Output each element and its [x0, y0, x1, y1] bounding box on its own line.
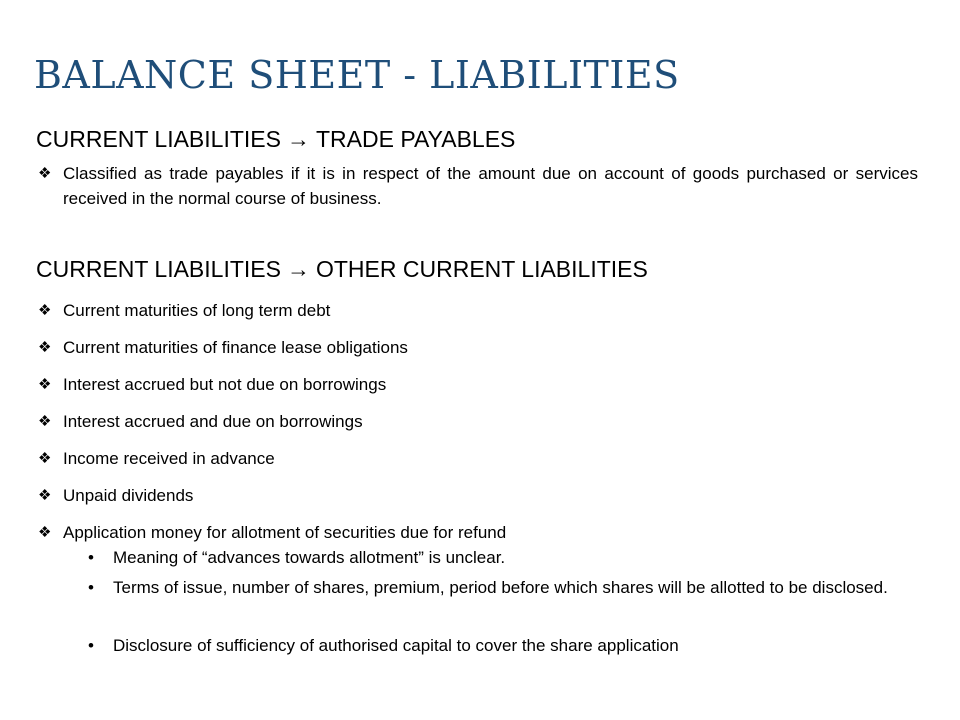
sub-bullet-text: Meaning of “advances towards allotment” is unclear. — [113, 548, 506, 567]
dot-bullet-icon: • — [88, 548, 94, 567]
sub-bullet-text: Disclosure of sufficiency of authorised capital to cover the share application — [113, 636, 679, 655]
sub-list-item — [88, 634, 910, 658]
diamond-bullet-icon: ❖ — [38, 165, 52, 182]
list-item — [38, 298, 918, 323]
list-item — [38, 446, 918, 471]
heading-left: CURRENT LIABILITIES — [36, 126, 281, 152]
right-arrow-icon: → — [286, 126, 310, 152]
bullet-text: Income received in advance — [63, 449, 275, 468]
sub-list-item — [88, 546, 910, 570]
bullet-text: Interest accrued and due on borrowings — [63, 412, 363, 431]
dot-bullet-icon: • — [88, 636, 94, 655]
list-item — [38, 409, 918, 434]
section-heading-other-current-liabilities — [36, 255, 936, 283]
diamond-bullet-icon: ❖ — [38, 302, 52, 319]
heading-left: CURRENT LIABILITIES — [36, 256, 281, 282]
bullet-text: Application money for allotment of securities due for refund — [63, 523, 507, 542]
diamond-bullet-icon: ❖ — [38, 339, 52, 356]
dot-bullet-icon: • — [88, 578, 94, 597]
diamond-bullet-icon: ❖ — [38, 450, 52, 467]
list-item — [38, 520, 918, 545]
bullet-text: Unpaid dividends — [63, 486, 194, 505]
list-item — [38, 161, 918, 211]
list-item — [38, 483, 918, 508]
diamond-bullet-icon: ❖ — [38, 524, 52, 541]
diamond-bullet-icon: ❖ — [38, 413, 52, 430]
bullet-text: Current maturities of finance lease obligations — [63, 338, 408, 357]
bullet-text: Classified as trade payables if it is in respect of the amount due on account of goods purchased or services received in the normal course of business. — [63, 164, 918, 208]
diamond-bullet-icon: ❖ — [38, 487, 52, 504]
heading-right: OTHER CURRENT LIABILITIES — [315, 256, 648, 282]
diamond-bullet-icon: ❖ — [38, 376, 52, 393]
bullet-text: Interest accrued but not due on borrowings — [63, 375, 387, 394]
sub-bullet-text: Terms of issue, number of shares, premium, period before which shares will be allotted to be disclosed. — [113, 578, 888, 597]
list-item — [38, 335, 918, 360]
bullet-text: Current maturities of long term debt — [63, 301, 331, 320]
list-item — [38, 372, 918, 397]
right-arrow-icon: → — [286, 256, 310, 282]
section-heading-trade-payables — [36, 125, 936, 153]
slide-title: BALANCE SHEET - LIABILITIES — [34, 53, 680, 97]
heading-right: TRADE PAYABLES — [315, 126, 516, 152]
sub-list-item — [88, 576, 910, 600]
